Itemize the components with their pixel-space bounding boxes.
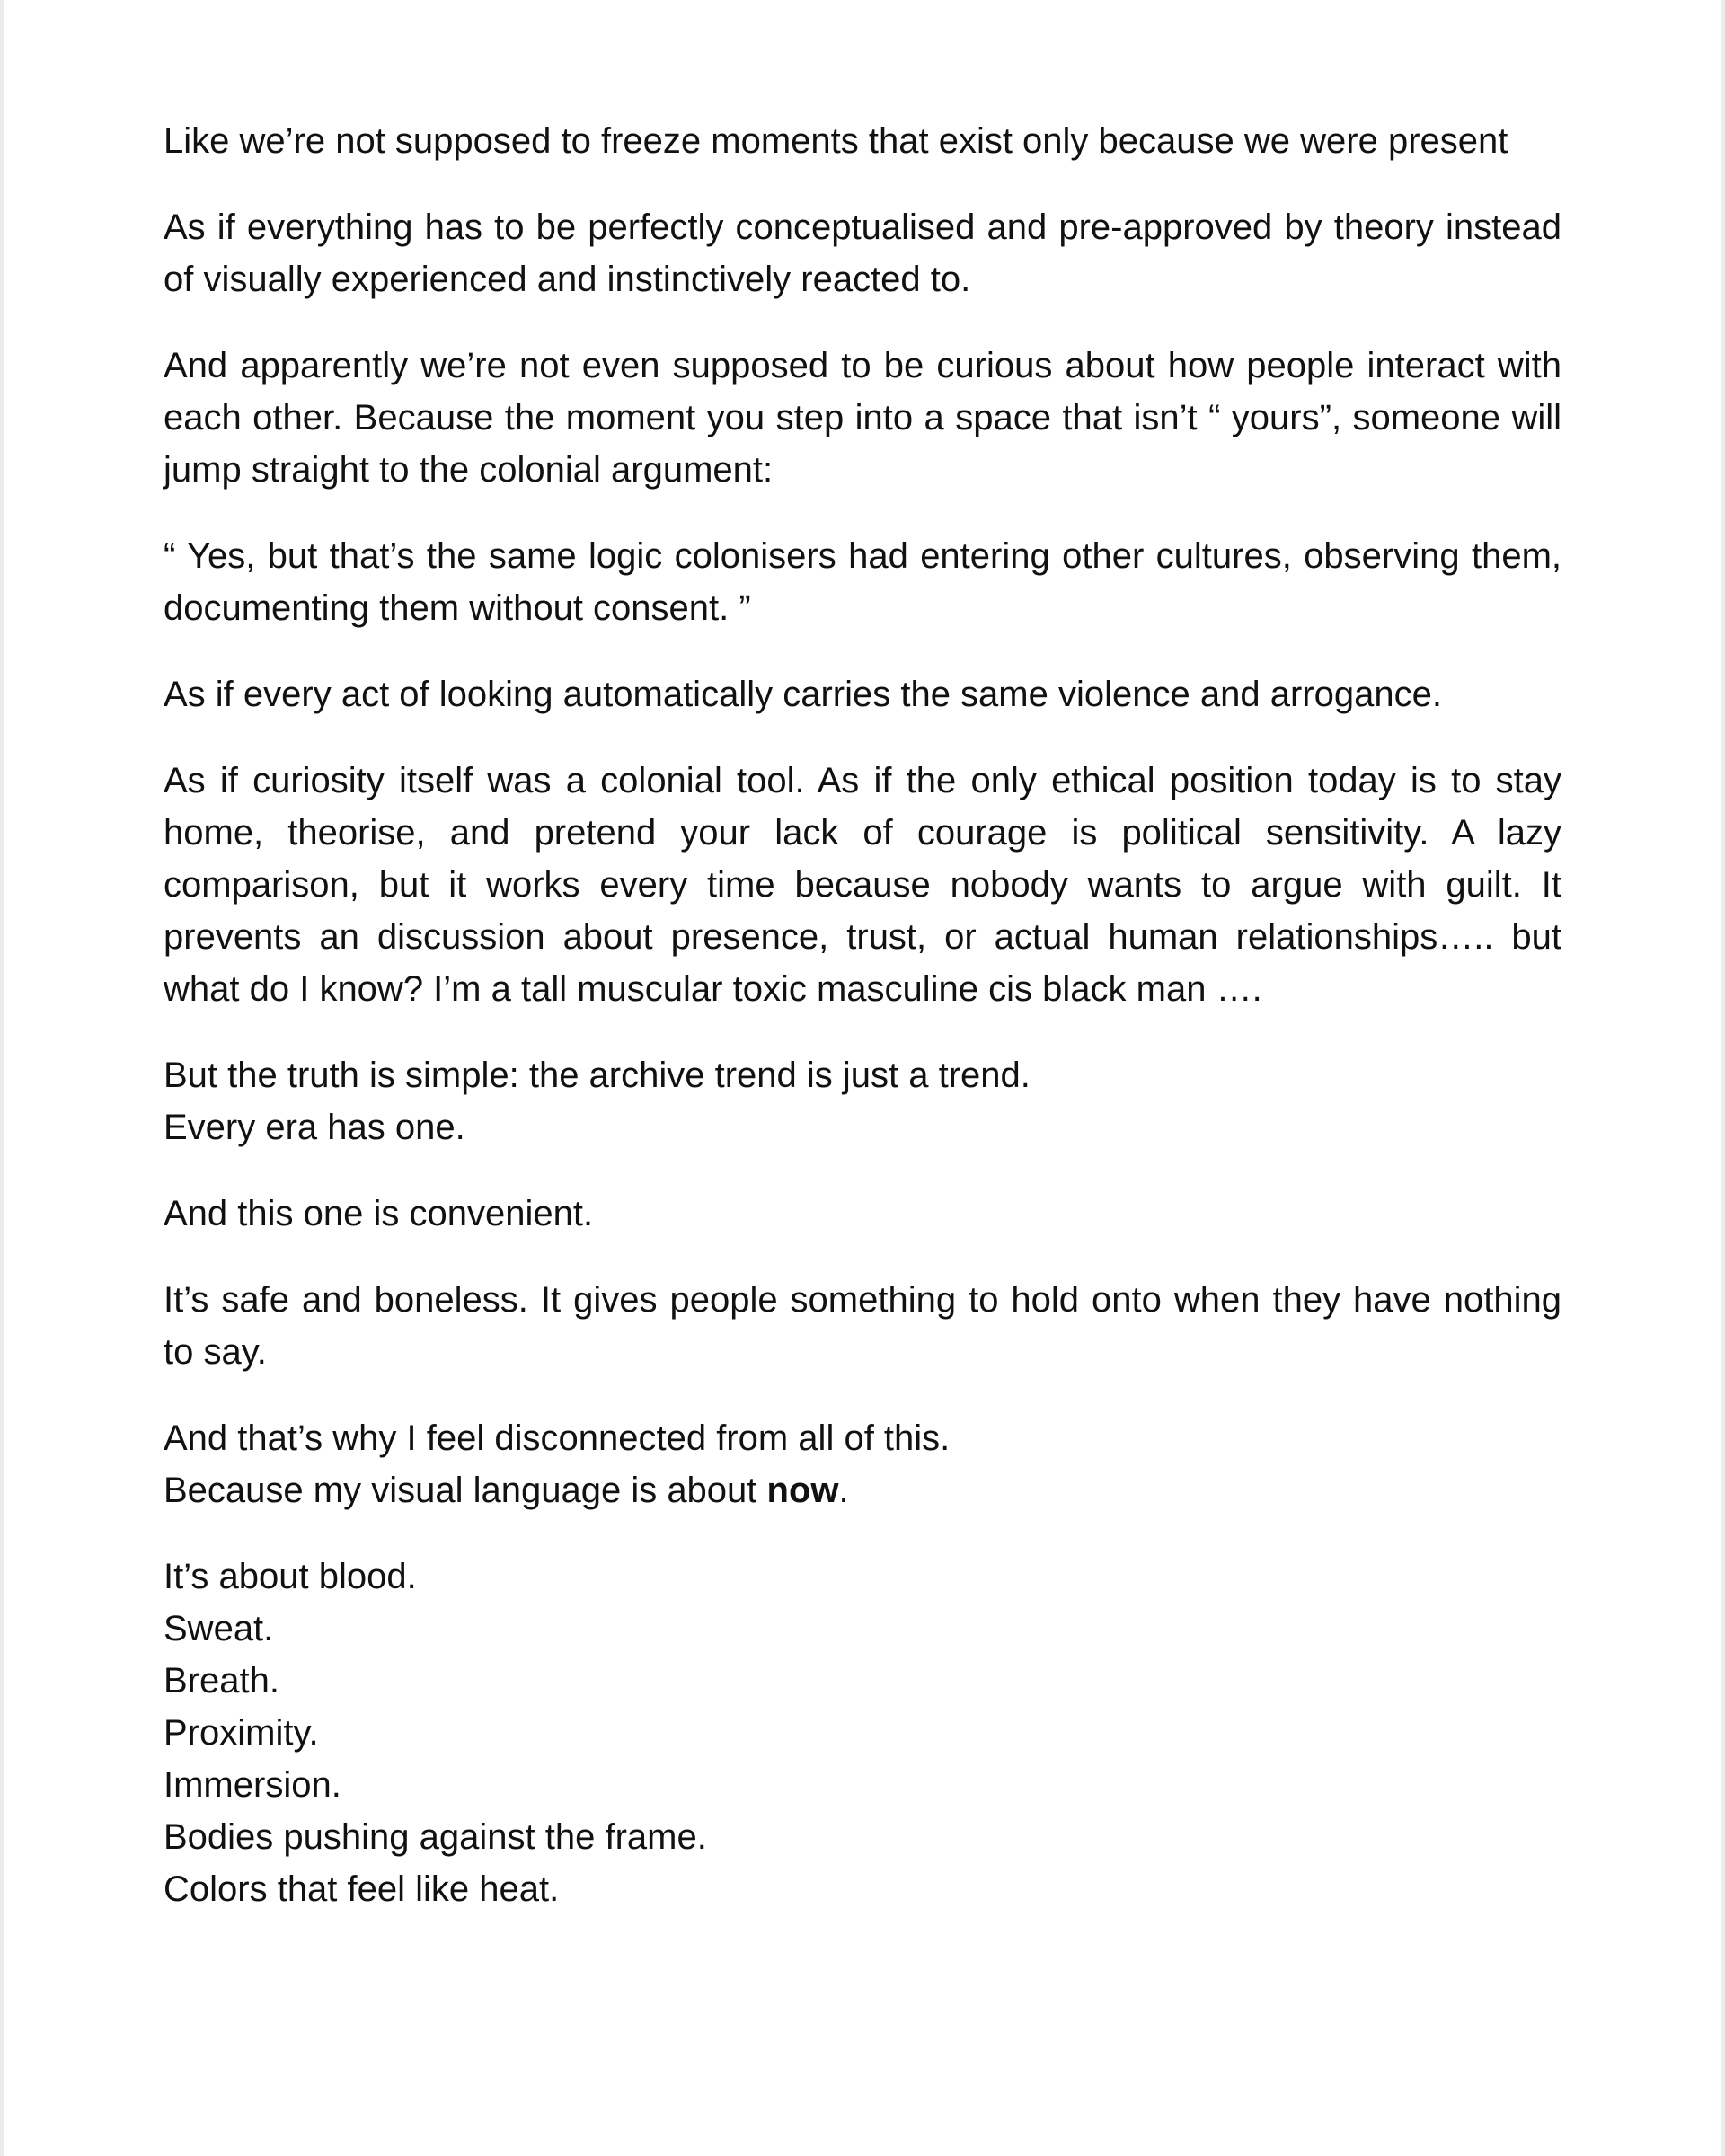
disconnected-line: And that’s why I feel disconnected from all of this. <box>164 1418 951 1458</box>
page-edge-right <box>1721 0 1725 2156</box>
list-line-breath: Breath. <box>164 1661 279 1701</box>
paragraph-curiosity-tool: As if curiosity itself was a colonial tool. As if the only ethical position today is to stay home, theorise, and pretend your lack of courage is political sensitivity. A lazy comparison, but it works every time because nobody wants to argue with guilt. It prevents an discussion about presence, trust, or actual human relationships….. but what do I know? I’m a tall muscular toxic masculine cis black man …. <box>164 761 1561 1009</box>
page-edge-left <box>0 0 4 2156</box>
paragraph-truth <box>164 1049 1561 1153</box>
paragraph-colonisers-quote: “ Yes, but that’s the same logic colonisers had entering other cultures, observing them, documenting them without consent. ” <box>164 536 1561 628</box>
list-line-blood: It’s about blood. <box>164 1557 417 1596</box>
paragraph-convenient: And this one is convenient. <box>164 1194 594 1233</box>
truth-line-2: Every era has one. <box>164 1108 465 1147</box>
list-line-immersion: Immersion. <box>164 1765 341 1805</box>
truth-line-1: But the truth is simple: the archive trend is just a trend. <box>164 1056 1031 1095</box>
paragraph-safe-boneless: It’s safe and boneless. It gives people something to hold onto when they have nothing to say. <box>164 1280 1561 1372</box>
visual-language-prefix: Because my visual language is about <box>164 1471 767 1510</box>
list-line-proximity: Proximity. <box>164 1713 319 1753</box>
paragraph-act-of-looking: As if every act of looking automatically carries the same violence and arrogance. <box>164 675 1442 714</box>
paragraph-conceptualised: As if everything has to be perfectly conceptualised and pre-approved by theory instead of visually experienced and instinctively reacted to. <box>164 208 1561 299</box>
text-column <box>164 115 1561 1949</box>
list-line-bodies: Bodies pushing against the frame. <box>164 1817 707 1857</box>
list-line-sweat: Sweat. <box>164 1609 274 1648</box>
paragraph-disconnected <box>164 1412 1561 1516</box>
list-line-colors: Colors that feel like heat. <box>164 1869 560 1909</box>
paragraph-curious: And apparently we’re not even supposed to be curious about how people interact with each other. Because the moment you step into a space that isn’t “ yours”, someone will jump straight to the colonial argument: <box>164 346 1561 490</box>
paragraph-blood-list <box>164 1551 1561 1915</box>
visual-language-suffix: . <box>838 1471 849 1510</box>
visual-language-line <box>164 1464 1561 1516</box>
visual-language-bold-now: now <box>766 1471 839 1510</box>
paragraph-freeze-moments: Like we’re not supposed to freeze moments that exist only because we were present <box>164 121 1508 161</box>
